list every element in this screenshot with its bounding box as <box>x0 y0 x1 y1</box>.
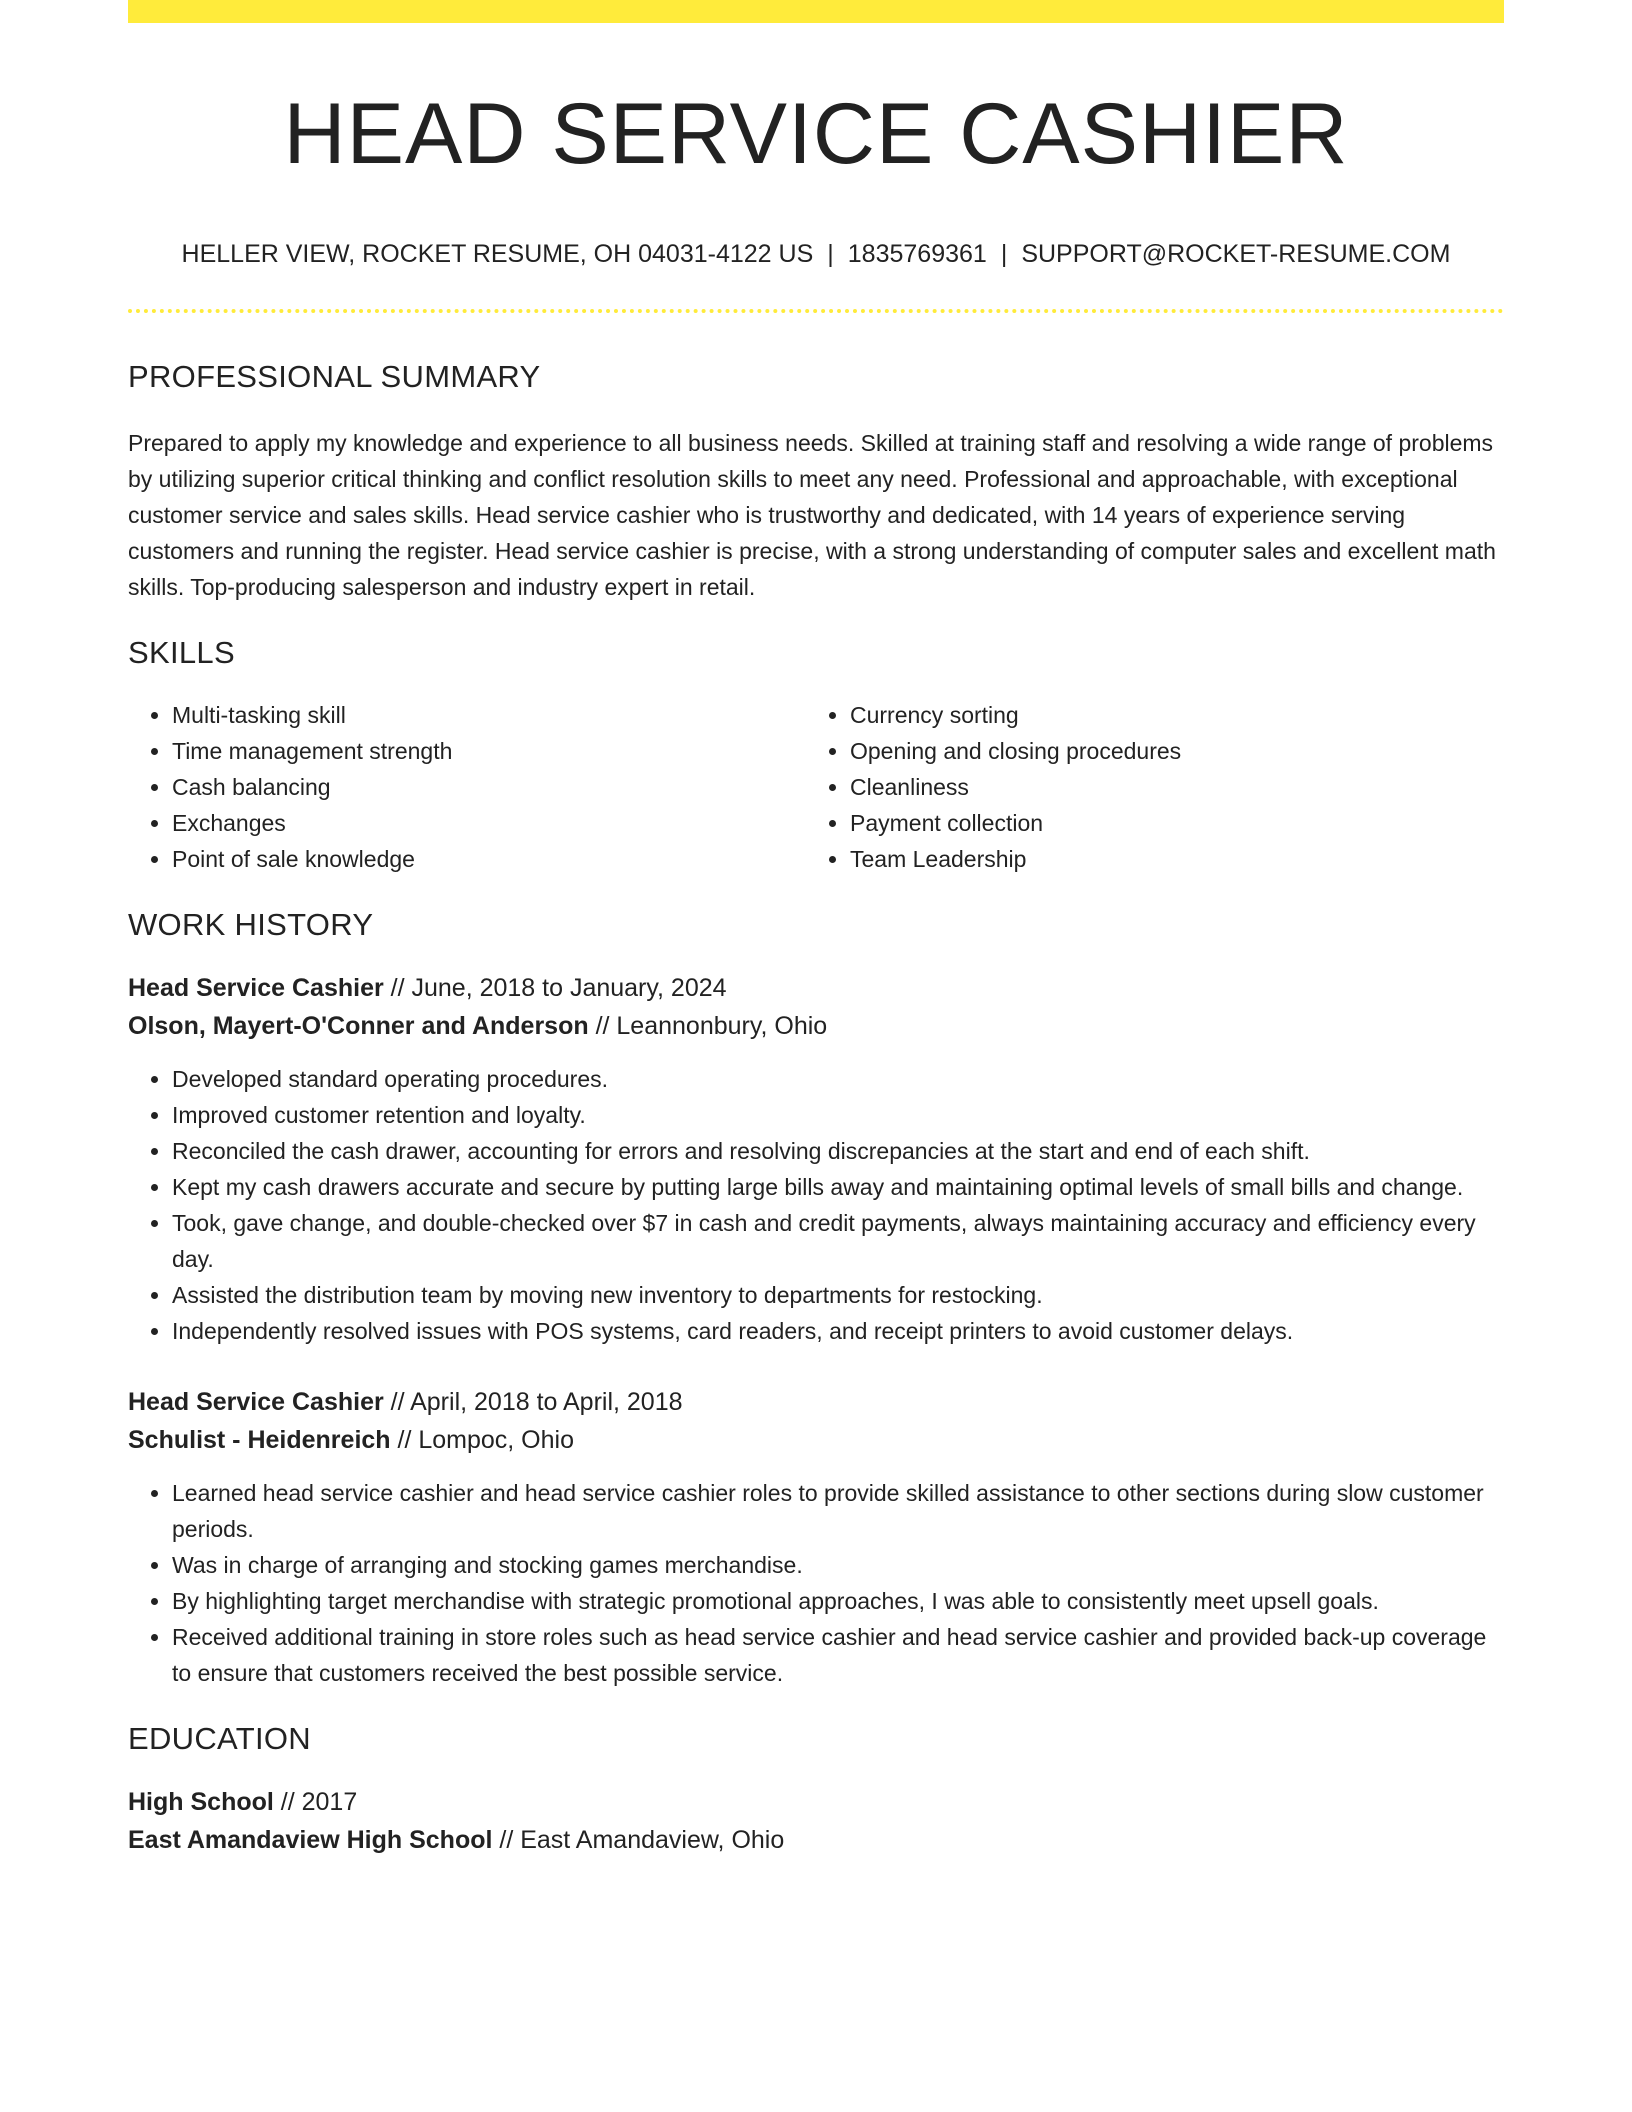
job-entry <box>128 969 1504 1349</box>
duty-item: • Kept my cash drawers accurate and secure by putting large bills away and maintaining optimal levels of small bills and change. <box>172 1169 1504 1205</box>
duty-item: • Reconciled the cash drawer, accounting for errors and resolving discrepancies at the start and end of each shift. <box>172 1133 1504 1169</box>
resume-page <box>128 0 1504 1859</box>
duty-item: • Developed standard operating procedures. <box>172 1061 1504 1097</box>
education-degree-line <box>128 1783 1504 1821</box>
skill-item: • Time management strength <box>172 733 806 769</box>
skills-list-right <box>806 697 1484 877</box>
skill-item: • Cash balancing <box>172 769 806 805</box>
job-company-line <box>128 1421 1504 1459</box>
contact-separator: | <box>827 239 834 268</box>
job-title-line <box>128 969 1504 1007</box>
accent-top-bar <box>128 0 1504 23</box>
skill-item: • Currency sorting <box>850 697 1484 733</box>
job-company-line <box>128 1007 1504 1045</box>
job-title-line <box>128 1383 1504 1421</box>
duty-item: • Independently resolved issues with POS systems, card readers, and receipt printers to avoid customer delays. <box>172 1313 1504 1349</box>
skill-item: • Team Leadership <box>850 841 1484 877</box>
contact-line <box>128 240 1504 269</box>
education-school: East Amandaview High School <box>128 1825 493 1854</box>
job-company: Olson, Mayert-O'Conner and Anderson <box>128 1011 589 1040</box>
duty-item: • Learned head service cashier and head service cashier roles to provide skilled assistance to other sections during slow customer periods. <box>172 1475 1504 1547</box>
duty-item: • Received additional training in store roles such as head service cashier and head service cashier and provided back-up coverage to ensure that customers received the best possible service. <box>172 1619 1504 1691</box>
skills-list-left <box>128 697 806 877</box>
skill-item: • Payment collection <box>850 805 1484 841</box>
skill-item: • Exchanges <box>172 805 806 841</box>
duty-item: • Took, gave change, and double-checked over $7 in cash and credit payments, always maintaining accuracy and efficiency every day. <box>172 1205 1504 1277</box>
summary-section <box>128 359 1504 605</box>
skill-item: • Opening and closing procedures <box>850 733 1484 769</box>
duty-item: • Improved customer retention and loyalty. <box>172 1097 1504 1133</box>
skill-item: • Cleanliness <box>850 769 1484 805</box>
education-year: // 2017 <box>273 1787 358 1816</box>
resume-title: HEAD SERVICE CASHIER <box>283 86 1349 182</box>
summary-text: Prepared to apply my knowledge and experience to all business needs. Skilled at training staff and resolving a wide range of problems by utilizing superior critical thinking and conflict resolution skills to meet any need. Professional and approachable, with exceptional customer service and sales skills. Head service cashier who is trustworthy and dedicated, with 14 years of experience serving customers and running the register. Head service cashier is precise, with a strong understanding of computer sales and excellent math skills. Top-producing salesperson and industry expert in retail. <box>128 429 1496 600</box>
education-school-line <box>128 1821 1504 1859</box>
education-entry <box>128 1783 1504 1859</box>
skills-columns <box>128 697 1504 877</box>
job-dates: // June, 2018 to January, 2024 <box>383 973 727 1002</box>
job-location: // Lompoc, Ohio <box>390 1425 574 1454</box>
work-history-section <box>128 907 1504 1691</box>
duty-item: • By highlighting target merchandise with strategic promotional approaches, I was able to consistently meet upsell goals. <box>172 1583 1504 1619</box>
contact-separator: | <box>1000 239 1008 268</box>
education-section <box>128 1721 1504 1859</box>
education-heading: EDUCATION <box>128 1720 311 1756</box>
job-title: Head Service Cashier <box>128 1387 384 1416</box>
education-location: // East Amandaview, Ohio <box>492 1825 785 1854</box>
education-degree: High School <box>128 1787 274 1816</box>
skill-item: • Point of sale knowledge <box>172 841 806 877</box>
job-location: // Leannonbury, Ohio <box>588 1011 828 1040</box>
summary-heading: PROFESSIONAL SUMMARY <box>128 358 541 394</box>
job-title: Head Service Cashier <box>128 973 384 1002</box>
contact-phone: 1835769361 <box>847 239 987 268</box>
job-company: Schulist - Heidenreich <box>128 1425 391 1454</box>
skill-item: • Multi-tasking skill <box>172 697 806 733</box>
contact-email: SUPPORT@ROCKET-RESUME.COM <box>1021 239 1451 268</box>
job-duties <box>128 1061 1504 1349</box>
skills-heading: SKILLS <box>128 634 235 670</box>
contact-address: HELLER VIEW, ROCKET RESUME, OH 04031-4122 US <box>181 239 814 268</box>
job-dates: // April, 2018 to April, 2018 <box>383 1387 683 1416</box>
job-entry <box>128 1383 1504 1691</box>
job-duties <box>128 1475 1504 1691</box>
duty-item: • Assisted the distribution team by moving new inventory to departments for restocking. <box>172 1277 1504 1313</box>
duty-item: • Was in charge of arranging and stocking games merchandise. <box>172 1547 1504 1583</box>
skills-section <box>128 635 1504 877</box>
dotted-divider <box>128 309 1504 313</box>
work-history-heading: WORK HISTORY <box>128 906 374 942</box>
